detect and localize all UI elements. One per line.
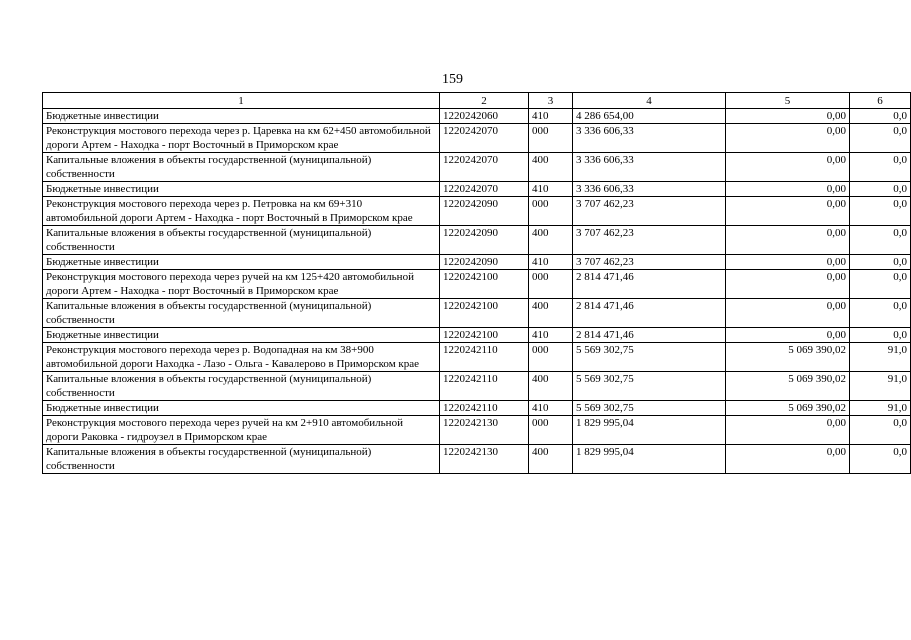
- table-row: [43, 182, 911, 197]
- cell-code: 1220242100: [440, 328, 529, 343]
- cell-percent: 0,0: [850, 416, 911, 445]
- cell-percent: 0,0: [850, 445, 911, 474]
- cell-value-executed: 0,00: [726, 270, 850, 299]
- table-row: [43, 270, 911, 299]
- cell-percent: 0,0: [850, 124, 911, 153]
- column-header-4: 4: [573, 93, 726, 109]
- cell-code: 1220242100: [440, 299, 529, 328]
- cell-expense-type: 410: [529, 401, 573, 416]
- cell-percent: 0,0: [850, 226, 911, 255]
- column-header-1: 1: [43, 93, 440, 109]
- cell-value-planned: 2 814 471,46: [573, 328, 726, 343]
- cell-name: Капитальные вложения в объекты государственной (муниципальной) собственности: [43, 445, 440, 474]
- cell-name: Реконструкция мостового перехода через ручей на км 2+910 автомобильной дороги Раковка - гидроузел в Приморском крае: [43, 416, 440, 445]
- cell-value-planned: 3 707 462,23: [573, 226, 726, 255]
- cell-value-executed: 5 069 390,02: [726, 372, 850, 401]
- cell-value-executed: 0,00: [726, 328, 850, 343]
- table-row: [43, 299, 911, 328]
- cell-name: Реконструкция мостового перехода через р. Водопадная на км 38+900 автомобильной дороги Находка - Лазо - Ольга - Кавалерово в Приморском крае: [43, 343, 440, 372]
- column-header-6: 6: [850, 93, 911, 109]
- cell-value-planned: 1 829 995,04: [573, 416, 726, 445]
- cell-value-planned: 3 336 606,33: [573, 124, 726, 153]
- cell-value-planned: 3 707 462,23: [573, 255, 726, 270]
- table-header-row: [43, 93, 911, 109]
- cell-name: Капитальные вложения в объекты государственной (муниципальной) собственности: [43, 372, 440, 401]
- column-header-2: 2: [440, 93, 529, 109]
- cell-name: Бюджетные инвестиции: [43, 109, 440, 124]
- cell-value-planned: 4 286 654,00: [573, 109, 726, 124]
- cell-code: 1220242130: [440, 445, 529, 474]
- cell-value-planned: 5 569 302,75: [573, 401, 726, 416]
- cell-expense-type: 000: [529, 270, 573, 299]
- cell-expense-type: 400: [529, 445, 573, 474]
- cell-expense-type: 400: [529, 299, 573, 328]
- cell-percent: 0,0: [850, 255, 911, 270]
- cell-percent: 0,0: [850, 153, 911, 182]
- cell-code: 1220242090: [440, 197, 529, 226]
- cell-percent: 91,0: [850, 372, 911, 401]
- cell-code: 1220242090: [440, 255, 529, 270]
- cell-value-planned: 2 814 471,46: [573, 270, 726, 299]
- table-body: [43, 109, 911, 474]
- cell-code: 1220242060: [440, 109, 529, 124]
- table-row: [43, 328, 911, 343]
- cell-percent: 0,0: [850, 182, 911, 197]
- cell-expense-type: 400: [529, 226, 573, 255]
- cell-expense-type: 400: [529, 372, 573, 401]
- table-row: [43, 372, 911, 401]
- cell-value-executed: 0,00: [726, 299, 850, 328]
- cell-name: Бюджетные инвестиции: [43, 401, 440, 416]
- cell-value-planned: 3 707 462,23: [573, 197, 726, 226]
- column-header-5: 5: [726, 93, 850, 109]
- cell-name: Капитальные вложения в объекты государственной (муниципальной) собственности: [43, 226, 440, 255]
- cell-code: 1220242110: [440, 343, 529, 372]
- cell-name: Капитальные вложения в объекты государственной (муниципальной) собственности: [43, 153, 440, 182]
- cell-value-executed: 0,00: [726, 109, 850, 124]
- table-row: [43, 343, 911, 372]
- table-row: [43, 197, 911, 226]
- table-row: [43, 226, 911, 255]
- cell-value-executed: 0,00: [726, 124, 850, 153]
- cell-percent: 0,0: [850, 197, 911, 226]
- cell-code: 1220242070: [440, 153, 529, 182]
- table-row: [43, 124, 911, 153]
- cell-value-planned: 3 336 606,33: [573, 182, 726, 197]
- cell-expense-type: 410: [529, 255, 573, 270]
- cell-value-planned: 2 814 471,46: [573, 299, 726, 328]
- cell-value-planned: 3 336 606,33: [573, 153, 726, 182]
- cell-percent: 0,0: [850, 299, 911, 328]
- cell-value-executed: 0,00: [726, 255, 850, 270]
- table-row: [43, 416, 911, 445]
- cell-name: Реконструкция мостового перехода через р. Петровка на км 69+310 автомобильной дороги Артем - Находка - порт Восточный в Приморском крае: [43, 197, 440, 226]
- cell-name: Бюджетные инвестиции: [43, 328, 440, 343]
- cell-percent: 0,0: [850, 270, 911, 299]
- cell-value-executed: 0,00: [726, 197, 850, 226]
- cell-value-executed: 0,00: [726, 416, 850, 445]
- cell-name: Капитальные вложения в объекты государственной (муниципальной) собственности: [43, 299, 440, 328]
- cell-name: Реконструкция мостового перехода через ручей на км 125+420 автомобильной дороги Артем - Находка - порт Восточный в Приморском крае: [43, 270, 440, 299]
- cell-code: 1220242070: [440, 182, 529, 197]
- cell-value-executed: 0,00: [726, 153, 850, 182]
- cell-percent: 91,0: [850, 343, 911, 372]
- cell-expense-type: 410: [529, 328, 573, 343]
- cell-value-executed: 0,00: [726, 445, 850, 474]
- cell-expense-type: 410: [529, 109, 573, 124]
- cell-value-executed: 0,00: [726, 182, 850, 197]
- cell-expense-type: 000: [529, 197, 573, 226]
- cell-code: 1220242110: [440, 372, 529, 401]
- cell-value-executed: 5 069 390,02: [726, 343, 850, 372]
- cell-percent: 0,0: [850, 109, 911, 124]
- column-header-3: 3: [529, 93, 573, 109]
- cell-percent: 91,0: [850, 401, 911, 416]
- cell-value-planned: 5 569 302,75: [573, 372, 726, 401]
- table-row: [43, 153, 911, 182]
- table-row: [43, 109, 911, 124]
- cell-code: 1220242090: [440, 226, 529, 255]
- cell-code: 1220242130: [440, 416, 529, 445]
- cell-code: 1220242070: [440, 124, 529, 153]
- cell-expense-type: 410: [529, 182, 573, 197]
- cell-expense-type: 000: [529, 416, 573, 445]
- table-row: [43, 255, 911, 270]
- cell-value-planned: 5 569 302,75: [573, 343, 726, 372]
- cell-value-executed: 5 069 390,02: [726, 401, 850, 416]
- cell-name: Бюджетные инвестиции: [43, 255, 440, 270]
- page-number: 159: [442, 72, 463, 87]
- cell-value-planned: 1 829 995,04: [573, 445, 726, 474]
- cell-expense-type: 000: [529, 343, 573, 372]
- cell-value-executed: 0,00: [726, 226, 850, 255]
- cell-code: 1220242110: [440, 401, 529, 416]
- cell-expense-type: 000: [529, 124, 573, 153]
- table-row: [43, 401, 911, 416]
- cell-percent: 0,0: [850, 328, 911, 343]
- cell-expense-type: 400: [529, 153, 573, 182]
- budget-table: [42, 92, 911, 474]
- table-row: [43, 445, 911, 474]
- cell-name: Реконструкция мостового перехода через р. Царевка на км 62+450 автомобильной дороги Артем - Находка - порт Восточный в Приморском крае: [43, 124, 440, 153]
- cell-name: Бюджетные инвестиции: [43, 182, 440, 197]
- cell-code: 1220242100: [440, 270, 529, 299]
